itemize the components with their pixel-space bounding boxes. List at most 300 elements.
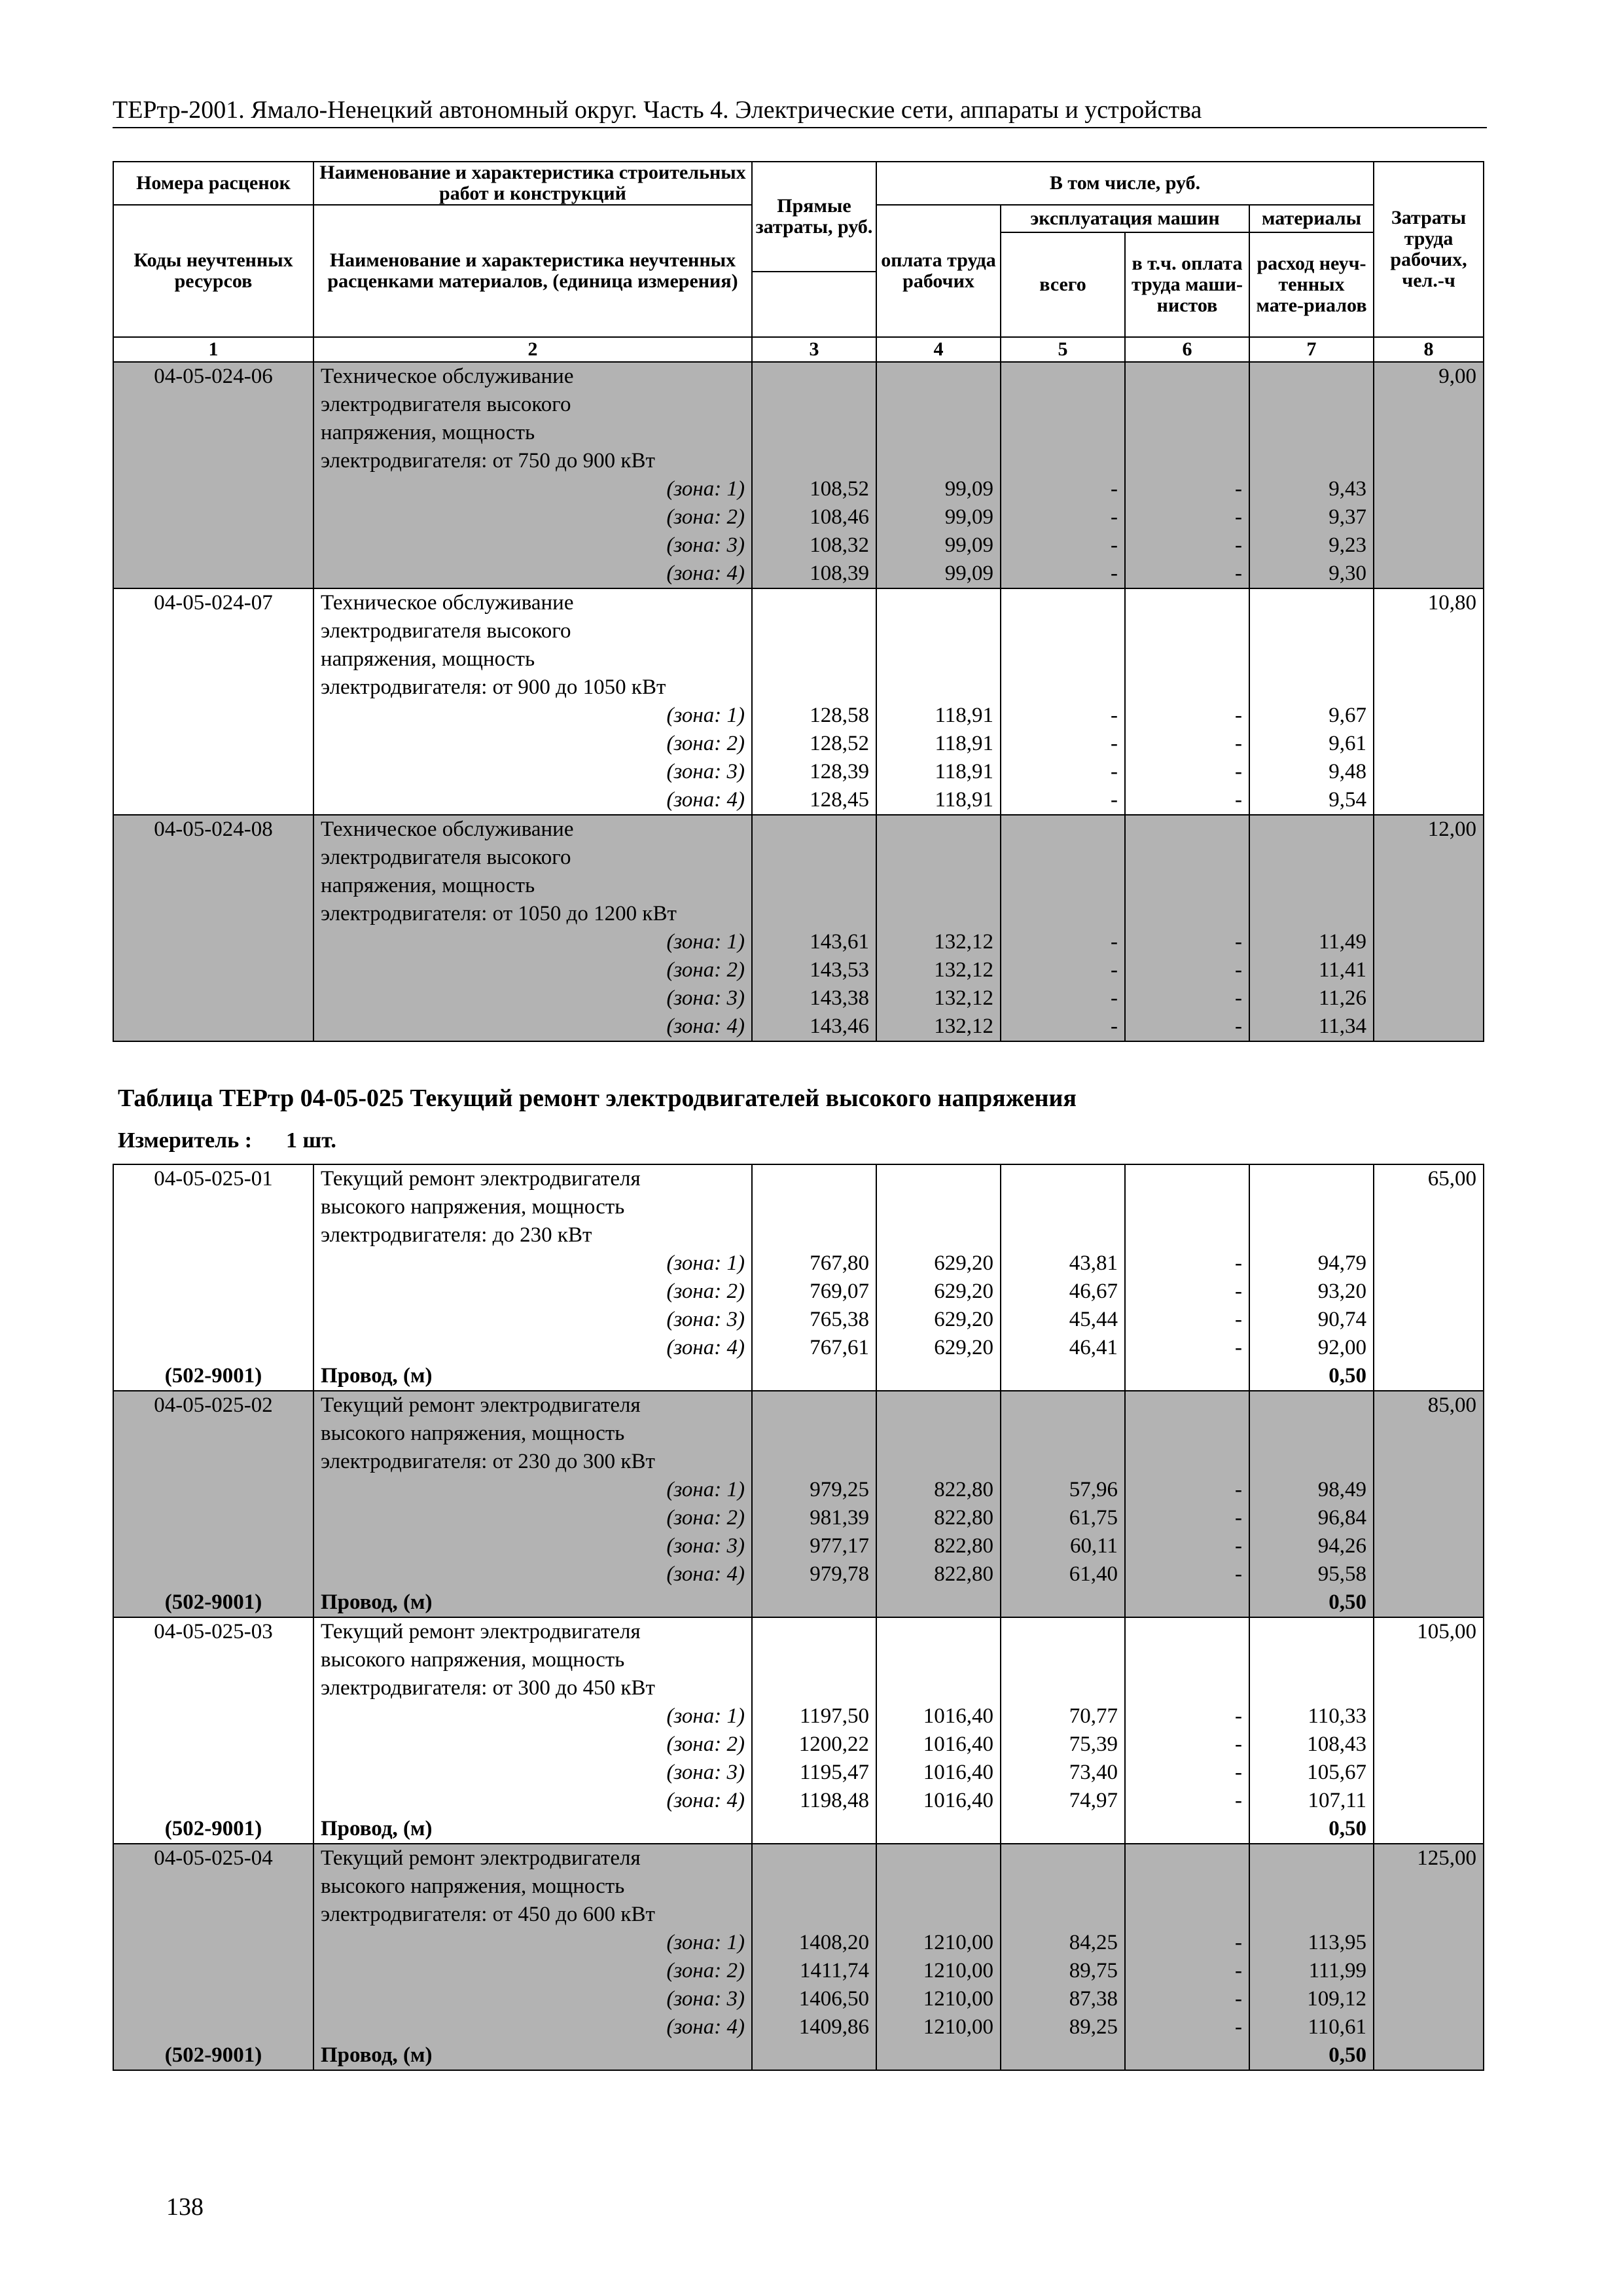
table-row [113,1588,1484,1617]
empty-cell [113,1674,313,1702]
labor-costs-cell [1374,391,1484,419]
machine-total-cell [1001,1815,1125,1844]
labor-costs-cell [1374,872,1484,900]
table-row [113,447,1484,475]
table-row [113,1306,1484,1334]
column-number: 1 [113,337,313,362]
worker-pay-cell: 822,80 [876,1560,1001,1588]
direct-costs-cell [752,645,876,673]
item-name: электродвигателя: от 900 до 1050 кВт [313,673,752,702]
direct-costs-cell [752,1588,876,1617]
measure-line [118,1128,336,1153]
empty-cell [113,786,313,815]
zone-label: (зона: 4) [313,2013,752,2041]
labor-costs-cell [1374,1278,1484,1306]
table-row [113,1674,1484,1702]
column-number: 4 [876,337,1001,362]
zone-label: (зона: 3) [313,1985,752,2013]
worker-pay-cell [876,1617,1001,1646]
machine-total-cell: 73,40 [1001,1759,1125,1787]
table-row [113,984,1484,1013]
machinist-pay-cell [1125,1420,1249,1448]
rate-code: (502-9001) [113,1815,313,1844]
machine-total-cell [1001,1617,1125,1646]
worker-pay-cell [876,1674,1001,1702]
materials-cell [1249,1844,1374,1873]
worker-pay-cell [876,362,1001,391]
item-name: напряжения, мощность [313,645,752,673]
zone-label: (зона: 4) [313,786,752,815]
materials-cell [1249,645,1374,673]
direct-costs-cell [752,1617,876,1646]
table-row [113,1448,1484,1476]
item-name: электродвигателя: от 450 до 600 кВт [313,1901,752,1929]
worker-pay-cell [876,1391,1001,1420]
materials-cell: 9,61 [1249,730,1374,758]
table-row [113,928,1484,956]
rate-code: 04-05-024-07 [113,588,313,617]
labor-costs-cell [1374,1674,1484,1702]
zone-label: (зона: 3) [313,1532,752,1560]
materials-cell: 9,67 [1249,702,1374,730]
header-labor-costs: Затраты труда рабочих, чел.-ч [1374,162,1484,337]
machinist-pay-cell [1125,419,1249,447]
machine-total-cell [1001,617,1125,645]
item-name: высокого напряжения, мощность [313,1420,752,1448]
item-name: электродвигателя: до 230 кВт [313,1221,752,1249]
machine-total-cell: 84,25 [1001,1929,1125,1957]
empty-cell [113,1873,313,1901]
worker-pay-cell [876,1844,1001,1873]
empty-cell [113,1985,313,2013]
page-number: 138 [166,2193,204,2221]
materials-cell [1249,1221,1374,1249]
worker-pay-cell: 118,91 [876,730,1001,758]
materials-cell: 9,23 [1249,531,1374,560]
direct-costs-cell [752,1901,876,1929]
labor-costs-cell [1374,1504,1484,1532]
empty-cell [113,419,313,447]
machine-total-cell [1001,1193,1125,1221]
machinist-pay-cell [1125,447,1249,475]
header-direct-costs: Прямые затраты, руб. [752,162,876,272]
materials-cell [1249,447,1374,475]
item-name: Провод, (м) [313,2041,752,2070]
direct-costs-cell: 767,61 [752,1334,876,1362]
materials-cell [1249,844,1374,872]
table-row [113,475,1484,503]
labor-costs-cell [1374,2041,1484,2070]
direct-costs-cell: 143,46 [752,1013,876,1041]
table-row [113,1164,1484,1193]
header-worker-pay: оплата труда рабочих [876,205,1001,337]
labor-costs-cell [1374,1957,1484,1985]
direct-costs-cell [752,1873,876,1901]
materials-cell: 9,48 [1249,758,1374,786]
worker-pay-cell: 1016,40 [876,1731,1001,1759]
machinist-pay-cell: - [1125,1334,1249,1362]
worker-pay-cell [876,1873,1001,1901]
materials-cell: 105,67 [1249,1759,1374,1787]
empty-cell [113,447,313,475]
worker-pay-cell: 1016,40 [876,1759,1001,1787]
header-materials: материалы [1249,205,1374,232]
direct-costs-cell: 767,80 [752,1249,876,1278]
table-row [113,702,1484,730]
labor-costs-cell [1374,531,1484,560]
table-row [113,503,1484,531]
zone-label: (зона: 2) [313,1731,752,1759]
materials-cell [1249,588,1374,617]
labor-costs-cell [1374,560,1484,588]
labor-costs-cell [1374,844,1484,872]
materials-cell: 9,37 [1249,503,1374,531]
empty-cell [113,560,313,588]
worker-pay-cell [876,815,1001,844]
machine-total-cell: 61,40 [1001,1560,1125,1588]
machine-total-cell [1001,645,1125,673]
table-row [113,1334,1484,1362]
empty-cell [113,1504,313,1532]
zone-label: (зона: 2) [313,956,752,984]
materials-cell: 98,49 [1249,1476,1374,1504]
machinist-pay-cell: - [1125,475,1249,503]
materials-cell: 0,50 [1249,1815,1374,1844]
labor-costs-cell [1374,758,1484,786]
machine-total-cell: 43,81 [1001,1249,1125,1278]
labor-costs-cell [1374,1221,1484,1249]
materials-cell: 11,34 [1249,1013,1374,1041]
materials-cell: 0,50 [1249,2041,1374,2070]
table-body [113,1164,1484,2070]
empty-cell [113,391,313,419]
machinist-pay-cell [1125,1617,1249,1646]
machinist-pay-cell: - [1125,1957,1249,1985]
direct-costs-cell: 1411,74 [752,1957,876,1985]
table-row [113,1221,1484,1249]
machinist-pay-cell: - [1125,1278,1249,1306]
empty-cell [113,503,313,531]
table-row [113,617,1484,645]
materials-cell [1249,1674,1374,1702]
table-row [113,1985,1484,2013]
machinist-pay-cell [1125,900,1249,928]
materials-cell [1249,1901,1374,1929]
materials-cell: 95,58 [1249,1560,1374,1588]
item-name: электродвигателя: от 750 до 900 кВт [313,447,752,475]
labor-costs-cell [1374,1588,1484,1617]
table-row [113,362,1484,391]
table-row [113,1929,1484,1957]
item-name: электродвигателя: от 300 до 450 кВт [313,1674,752,1702]
item-name: напряжения, мощность [313,419,752,447]
labor-costs-cell: 9,00 [1374,362,1484,391]
column-number: 7 [1249,337,1374,362]
worker-pay-cell: 629,20 [876,1278,1001,1306]
worker-pay-cell: 629,20 [876,1306,1001,1334]
materials-cell: 109,12 [1249,1985,1374,2013]
machine-total-cell [1001,1873,1125,1901]
machine-total-cell [1001,1674,1125,1702]
page-header: ТЕРтр-2001. Ямало-Ненецкий автономный округ. Часть 4. Электрические сети, аппараты и устройства [113,96,1487,128]
zone-label: (зона: 4) [313,1013,752,1041]
item-name: высокого напряжения, мощность [313,1646,752,1674]
zone-label: (зона: 3) [313,1759,752,1787]
labor-costs-cell [1374,1646,1484,1674]
direct-costs-cell: 128,58 [752,702,876,730]
direct-costs-cell: 1409,86 [752,2013,876,2041]
materials-cell: 0,50 [1249,1362,1374,1391]
zone-label: (зона: 1) [313,1249,752,1278]
header-unaccounted-materials: расход неуч-тенных мате-риалов [1249,232,1374,337]
column-number: 5 [1001,337,1125,362]
rate-code: 04-05-025-02 [113,1391,313,1420]
table-row [113,730,1484,758]
worker-pay-cell [876,2041,1001,2070]
zone-label: (зона: 4) [313,560,752,588]
machine-total-cell [1001,815,1125,844]
rate-code: 04-05-024-06 [113,362,313,391]
machine-total-cell [1001,1164,1125,1193]
labor-costs-cell [1374,786,1484,815]
direct-costs-cell: 979,78 [752,1560,876,1588]
machinist-pay-cell: - [1125,1759,1249,1787]
materials-cell: 110,61 [1249,2013,1374,2041]
labor-costs-cell [1374,928,1484,956]
zone-label: (зона: 2) [313,503,752,531]
labor-costs-cell [1374,730,1484,758]
machinist-pay-cell: - [1125,1013,1249,1041]
materials-cell [1249,1617,1374,1646]
direct-costs-cell [752,900,876,928]
materials-cell: 96,84 [1249,1504,1374,1532]
machinist-pay-cell [1125,673,1249,702]
header-machinist-pay: в т.ч. оплата труда маши-нистов [1125,232,1249,337]
worker-pay-cell: 822,80 [876,1476,1001,1504]
machinist-pay-cell [1125,391,1249,419]
labor-costs-cell [1374,1362,1484,1391]
direct-costs-cell [752,673,876,702]
machinist-pay-cell [1125,1448,1249,1476]
machinist-pay-cell: - [1125,560,1249,588]
labor-costs-cell [1374,673,1484,702]
direct-costs-cell [752,1844,876,1873]
worker-pay-cell: 1210,00 [876,1929,1001,1957]
materials-cell: 11,26 [1249,984,1374,1013]
machine-total-cell [1001,1391,1125,1420]
section-title: Таблица ТЕРтр 04-05-025 Текущий ремонт электродвигателей высокого напряжения [118,1085,1077,1112]
direct-costs-cell [752,617,876,645]
labor-costs-cell [1374,419,1484,447]
empty-cell [113,1013,313,1041]
table-row [113,815,1484,844]
item-name: Техническое обслуживание [313,362,752,391]
table-row [113,1362,1484,1391]
direct-costs-cell [752,1420,876,1448]
machinist-pay-cell [1125,1815,1249,1844]
worker-pay-cell: 99,09 [876,503,1001,531]
labor-costs-cell [1374,1448,1484,1476]
machine-total-cell [1001,900,1125,928]
direct-costs-cell [752,872,876,900]
empty-cell [113,1193,313,1221]
worker-pay-cell: 1016,40 [876,1702,1001,1731]
labor-costs-cell: 12,00 [1374,815,1484,844]
table-row [113,956,1484,984]
machinist-pay-cell [1125,1362,1249,1391]
rate-code: (502-9001) [113,1362,313,1391]
table-row [113,900,1484,928]
empty-cell [113,984,313,1013]
table-row [113,786,1484,815]
zone-label: (зона: 3) [313,1306,752,1334]
materials-cell: 92,00 [1249,1334,1374,1362]
labor-costs-cell: 85,00 [1374,1391,1484,1420]
materials-cell [1249,617,1374,645]
machinist-pay-cell: - [1125,1532,1249,1560]
machine-total-cell: 57,96 [1001,1476,1125,1504]
table-row [113,1476,1484,1504]
zone-label: (зона: 4) [313,1787,752,1815]
machine-total-cell [1001,1844,1125,1873]
rate-code: 04-05-025-01 [113,1164,313,1193]
empty-cell [113,1929,313,1957]
worker-pay-cell [876,1815,1001,1844]
machinist-pay-cell: - [1125,984,1249,1013]
table-row [113,758,1484,786]
worker-pay-cell: 822,80 [876,1532,1001,1560]
table-row [113,1249,1484,1278]
machinist-pay-cell: - [1125,956,1249,984]
labor-costs-cell [1374,1476,1484,1504]
direct-costs-cell: 1198,48 [752,1787,876,1815]
empty-cell [113,1249,313,1278]
machinist-pay-cell [1125,1844,1249,1873]
machinist-pay-cell [1125,815,1249,844]
direct-costs-cell [752,419,876,447]
machinist-pay-cell: - [1125,1249,1249,1278]
machinist-pay-cell: - [1125,1985,1249,2013]
rate-code: 04-05-025-03 [113,1617,313,1646]
table-row [113,872,1484,900]
machine-total-cell: - [1001,702,1125,730]
header-machine-operation: эксплуатация машин [1001,205,1249,232]
worker-pay-cell: 99,09 [876,560,1001,588]
zone-label: (зона: 1) [313,702,752,730]
materials-cell [1249,1646,1374,1674]
labor-costs-cell [1374,503,1484,531]
rate-code: (502-9001) [113,2041,313,2070]
materials-cell: 0,50 [1249,1588,1374,1617]
rates-table-04-05-025 [113,1164,1484,2071]
worker-pay-cell [876,1646,1001,1674]
item-name: Провод, (м) [313,1362,752,1391]
machinist-pay-cell: - [1125,1787,1249,1815]
header-including: В том числе, руб. [876,162,1374,205]
labor-costs-cell [1374,645,1484,673]
measure-label: Измеритель : [118,1128,253,1153]
table-row [113,2013,1484,2041]
machine-total-cell [1001,673,1125,702]
machinist-pay-cell [1125,1901,1249,1929]
empty-cell [113,1731,313,1759]
worker-pay-cell [876,1448,1001,1476]
worker-pay-cell [876,645,1001,673]
worker-pay-cell: 1210,00 [876,2013,1001,2041]
labor-costs-cell [1374,1731,1484,1759]
empty-cell [113,730,313,758]
table-row [113,560,1484,588]
materials-cell: 9,54 [1249,786,1374,815]
materials-cell [1249,815,1374,844]
direct-costs-cell: 128,52 [752,730,876,758]
rate-code: 04-05-024-08 [113,815,313,844]
worker-pay-cell [876,872,1001,900]
worker-pay-cell: 99,09 [876,531,1001,560]
table-row [113,1702,1484,1731]
materials-cell [1249,872,1374,900]
machinist-pay-cell [1125,1873,1249,1901]
empty-cell [113,1334,313,1362]
worker-pay-cell: 629,20 [876,1334,1001,1362]
worker-pay-cell: 132,12 [876,984,1001,1013]
machine-total-cell: - [1001,1013,1125,1041]
zone-label: (зона: 4) [313,1334,752,1362]
direct-costs-cell: 977,17 [752,1532,876,1560]
zone-label: (зона: 1) [313,1702,752,1731]
empty-cell [113,1476,313,1504]
table-row [113,419,1484,447]
direct-costs-cell [752,1221,876,1249]
empty-cell [113,475,313,503]
machine-total-cell [1001,1362,1125,1391]
materials-cell [1249,1391,1374,1420]
direct-costs-cell: 1200,22 [752,1731,876,1759]
item-name: электродвигателя: от 230 до 300 кВт [313,1448,752,1476]
worker-pay-cell [876,1588,1001,1617]
machinist-pay-cell: - [1125,1476,1249,1504]
machine-total-cell: - [1001,758,1125,786]
machinist-pay-cell [1125,1221,1249,1249]
worker-pay-cell [876,447,1001,475]
machine-total-cell: - [1001,928,1125,956]
machinist-pay-cell [1125,1164,1249,1193]
machine-total-cell: 46,67 [1001,1278,1125,1306]
worker-pay-cell [876,844,1001,872]
materials-cell [1249,673,1374,702]
table-body [113,362,1484,1041]
machine-total-cell [1001,1588,1125,1617]
machine-total-cell: - [1001,786,1125,815]
machine-total-cell [1001,447,1125,475]
header-material-name: Наименование и характеристика неучтенных расценками материалов, (единица измерения) [313,205,752,337]
item-name: Текущий ремонт электродвигателя [313,1844,752,1873]
machinist-pay-cell [1125,1588,1249,1617]
materials-cell: 110,33 [1249,1702,1374,1731]
direct-costs-cell [752,1674,876,1702]
materials-cell [1249,362,1374,391]
labor-costs-cell: 10,80 [1374,588,1484,617]
labor-costs-cell [1374,984,1484,1013]
materials-cell [1249,391,1374,419]
materials-cell [1249,1193,1374,1221]
machine-total-cell: 60,11 [1001,1532,1125,1560]
empty-cell [113,872,313,900]
empty-cell [113,1560,313,1588]
machine-total-cell [1001,1448,1125,1476]
direct-costs-cell: 765,38 [752,1306,876,1334]
worker-pay-cell [876,673,1001,702]
